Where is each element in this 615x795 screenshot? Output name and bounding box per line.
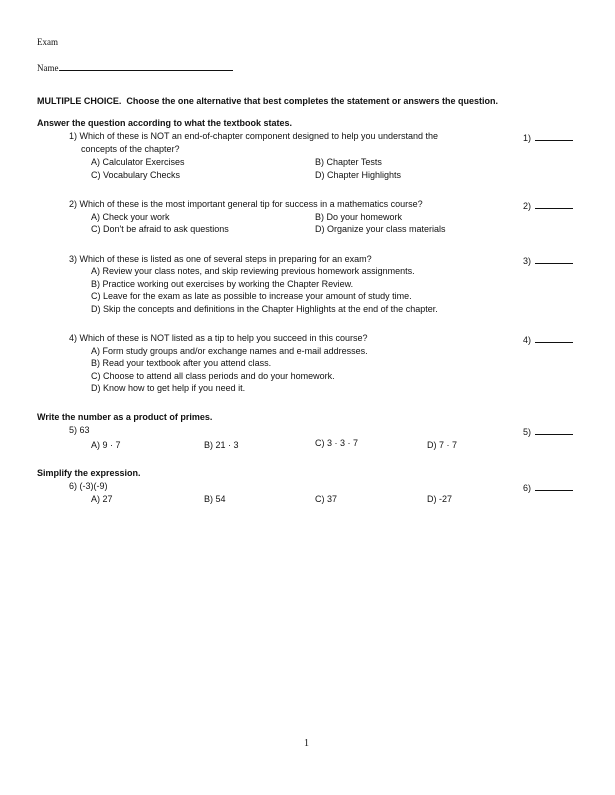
answer-number: 5) <box>523 427 532 437</box>
question-3-option-a: A) Review your class notes, and skip reviewing previous homework assignments. <box>91 266 415 276</box>
question-1-text-line2: concepts of the chapter? <box>81 144 180 154</box>
answer-line <box>535 481 573 491</box>
section-heading-primes: Write the number as a product of primes. <box>37 412 213 422</box>
question-6-option-b: B) 54 <box>204 494 226 504</box>
name-field[interactable] <box>37 61 233 73</box>
question-6-text: 6) (-3)(-9) <box>69 481 108 491</box>
answer-line <box>535 131 573 141</box>
question-5-option-a: A) 9 · 7 <box>91 440 121 450</box>
question-3-text: 3) Which of these is listed as one of several steps in preparing for an exam? <box>69 254 372 264</box>
question-6-answer-blank[interactable] <box>523 481 573 493</box>
question-5-option-b: B) 21 · 3 <box>204 440 239 450</box>
answer-number: 6) <box>523 483 532 493</box>
question-5-option-d: D) 7 · 7 <box>427 440 458 450</box>
answer-number: 4) <box>523 335 532 345</box>
question-6-option-d: D) -27 <box>427 494 453 504</box>
question-3-answer-blank[interactable] <box>523 254 573 266</box>
name-line <box>59 61 233 71</box>
question-4-option-b: B) Read your textbook after you attend class. <box>91 358 272 368</box>
question-2-option-c: C) Don't be afraid to ask questions <box>91 224 229 234</box>
question-2-text: 2) Which of these is the most important general tip for success in a mathematics course? <box>69 199 423 209</box>
page-number: 1 <box>304 738 309 749</box>
question-5-option-c: C) 3 · 3 · 7 <box>315 438 359 448</box>
question-5-text: 5) 63 <box>69 425 90 435</box>
answer-number: 1) <box>523 133 532 143</box>
question-3-option-d: D) Skip the concepts and definitions in the Chapter Highlights at the end of the chapter. <box>91 304 438 314</box>
section-heading-simplify: Simplify the expression. <box>37 468 141 478</box>
name-label: Name <box>37 63 59 73</box>
question-4-option-a: A) Form study groups and/or exchange names and e-mail addresses. <box>91 346 368 356</box>
exam-label: Exam <box>37 37 58 47</box>
section-heading-textbook: Answer the question according to what the textbook states. <box>37 118 293 128</box>
answer-number: 2) <box>523 201 532 211</box>
question-2-answer-blank[interactable] <box>523 199 573 211</box>
answer-line <box>535 333 573 343</box>
question-6-option-c: C) 37 <box>315 494 338 504</box>
answer-number: 3) <box>523 256 532 266</box>
question-4-text: 4) Which of these is NOT listed as a tip to help you succeed in this course? <box>69 333 368 343</box>
question-2-option-b: B) Do your homework <box>315 212 403 222</box>
question-6-option-a: A) 27 <box>91 494 113 504</box>
question-3-option-c: C) Leave for the exam as late as possible to increase your amount of study time. <box>91 291 412 301</box>
question-1-answer-blank[interactable] <box>523 131 573 143</box>
question-2-option-a: A) Check your work <box>91 212 170 222</box>
question-1-option-c: C) Vocabulary Checks <box>91 170 181 180</box>
question-2-option-d: D) Organize your class materials <box>315 224 446 234</box>
question-3-option-b: B) Practice working out exercises by working the Chapter Review. <box>91 279 354 289</box>
answer-line <box>535 254 573 264</box>
mc-text: Choose the one alternative that best completes the statement or answers the question. <box>126 96 498 106</box>
answer-line <box>535 199 573 209</box>
question-1-option-d: D) Chapter Highlights <box>315 170 402 180</box>
question-4-option-c: C) Choose to attend all class periods and do your homework. <box>91 371 335 381</box>
question-4-answer-blank[interactable] <box>523 333 573 345</box>
question-1-option-a: A) Calculator Exercises <box>91 157 185 167</box>
instructions <box>37 96 498 106</box>
mc-title: MULTIPLE CHOICE. <box>37 96 122 106</box>
question-1-text-line1: 1) Which of these is NOT an end-of-chapter component designed to help you understand the <box>69 131 439 141</box>
answer-line <box>535 425 573 435</box>
question-1-option-b: B) Chapter Tests <box>315 157 382 167</box>
question-4-option-d: D) Know how to get help if you need it. <box>91 383 246 393</box>
question-5-answer-blank[interactable] <box>523 425 573 437</box>
